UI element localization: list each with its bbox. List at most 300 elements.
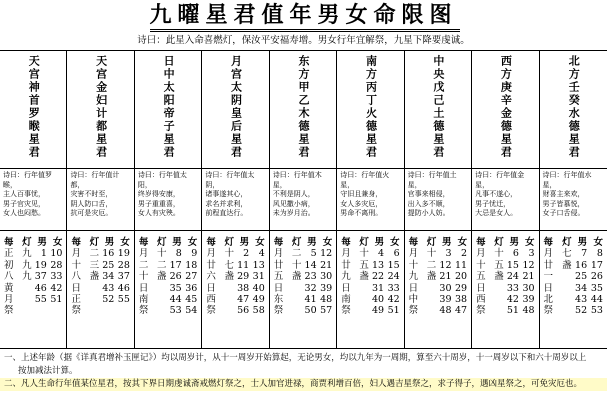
age-cell: 十 [476,259,486,271]
age-row [4,283,62,294]
star-poem: 诗曰：行年值金星， 凡事不遂心， 男子忧迁， 大忌是女人。 [475,171,525,217]
age-row [4,305,62,316]
age-table [0,235,66,345]
age-row [409,305,467,316]
age-cell: 31 [371,282,385,294]
age-cell: 女 [120,237,130,248]
age-cell: 21 [522,271,535,283]
age-cell: 西 [206,294,216,306]
age-cell: 盏 [494,271,504,283]
star-name-cell [67,51,133,169]
star-poem: 诗曰：行年值土星， 官事来相侵， 出入多不顺， 提防小人妨。 [407,171,457,217]
age-row [139,248,197,259]
age-cell: 日 [71,282,81,294]
age-cell: 月 [341,248,351,260]
age-cell: 女 [457,237,468,248]
age-cell: 西 [476,294,486,306]
star-poem-cell [270,169,336,231]
age-header-row [71,237,129,248]
age-row [139,271,197,282]
age-cell: 37 [117,271,130,283]
age-cell: 男 [307,237,317,248]
age-cell: 五 [359,259,369,271]
age-row [139,305,197,316]
star-column [135,51,202,348]
age-cell: 十 [138,271,149,283]
age-row [139,260,197,271]
age-cell: 正 [71,294,81,306]
age-row [341,305,399,316]
age-row [274,248,332,259]
age-row [341,271,399,282]
age-cell: 4 [258,248,265,260]
star-poem: 诗曰：行年值计都， 灾害不时至， 阴人防口舌， 抗可是灾厄。 [70,171,120,217]
age-row [71,248,129,259]
age-cell: 31 [252,271,265,283]
star-column [337,51,404,348]
age-cell: 7 [581,248,588,260]
star-name: 日中太阳帝子星君 [162,55,176,159]
age-table [405,235,471,345]
star-poem: 诗曰：行年值火星， 守旧且兼身， 女人多灾厄， 男命不离刑。 [340,171,390,217]
age-cell: 十 [291,259,302,271]
star-name: 东方甲乙木德星君 [296,55,310,159]
age-cell [156,283,167,294]
age-cell: 11 [237,259,250,271]
age-row [4,248,62,259]
age-cell: 日 [476,282,486,294]
age-row [206,248,264,259]
age-row [71,260,129,271]
star-poem-cell [0,169,66,231]
age-header-row [409,237,467,248]
page-title: 九曜星君值年男女命限图 [149,2,458,28]
age-row [274,294,332,305]
age-cell: 12 [522,259,535,271]
age-table [270,235,336,345]
age-row [409,283,467,294]
age-cell: 33 [50,271,63,283]
age-cell: 12 [320,248,333,260]
age-row [544,260,603,271]
age-cell: 49 [371,305,385,317]
age-cell: 祭 [476,305,486,317]
age-cell: 每 [341,237,351,248]
age-cell: 48 [320,294,333,306]
age-cell [156,305,167,316]
age-cell: 55 [34,294,47,306]
age-cell: 3 [445,248,452,260]
age-cell: 盏 [291,271,302,283]
age-cell: 廿 [341,259,351,271]
age-cell: 盏 [359,271,369,283]
age-cell: 53 [590,305,603,317]
age-cell: 每 [408,237,419,248]
age-cell: 祭 [4,305,14,317]
age-cell: 祭 [273,305,284,317]
age-cell: 灯 [224,237,234,248]
age-cell: 58 [252,305,265,317]
age-row [71,294,129,305]
age-cell: 17 [169,259,182,271]
age-cell: 8 [175,248,182,260]
age-cell: 14 [304,259,317,271]
age-row [274,260,332,271]
age-cell: 27 [185,271,198,283]
age-cell: 34 [575,282,588,294]
age-row [476,248,534,259]
age-cell [561,283,572,294]
star-poem: 诗曰：行年值木星， 不利是阴人， 风见撒小病， 未为岁月治。 [272,171,322,217]
age-cell: 七 [224,259,234,271]
age-cell: 52 [575,305,588,317]
age-cell: 34 [102,271,115,283]
age-row [206,271,264,282]
age-cell [359,305,370,316]
age-cell [561,271,572,282]
star-column [405,51,472,348]
age-cell: 51 [50,294,63,306]
age-row [476,260,534,271]
age-cell: 北 [543,294,554,306]
age-cell: 44 [590,294,603,306]
age-header-row [341,237,399,248]
age-cell: 21 [439,271,452,283]
age-cell: 男 [374,237,385,248]
age-cell: 29 [237,271,250,283]
age-row [71,283,129,294]
age-cell: 30 [522,282,535,294]
star-name: 月宫太阴皇后星君 [229,55,243,159]
age-cell: 二 [157,259,167,271]
age-cell: 女 [593,237,603,248]
age-cell: 东 [273,294,284,306]
star-poem-cell [135,169,201,231]
age-cell: 38 [237,282,250,294]
age-cell: 25 [102,259,115,271]
star-poem-cell [202,169,268,231]
age-cell: 51 [506,305,519,317]
age-cell: 1 [40,248,47,260]
age-cell: 46 [34,282,47,294]
age-cell [89,305,100,316]
star-poem: 诗曰：行年值太阴， 诸事遂其心， 求名并求利， 前程直达行。 [205,171,255,217]
star-name-cell [540,51,607,169]
age-cell: 每 [4,237,14,248]
age-cell: 男 [577,237,588,248]
age-cell: 30 [439,282,452,294]
age-cell: 祭 [138,305,149,317]
age-cell: 10 [50,248,63,260]
star-column [472,51,539,348]
age-row [476,271,534,282]
age-cell: 日 [341,282,351,294]
age-cell: 每 [476,237,486,248]
age-cell: 每 [273,237,284,248]
age-cell: 43 [102,282,115,294]
age-cell: 20 [455,271,468,283]
age-header-row [544,237,603,248]
age-header-row [206,237,264,248]
age-cell: 54 [185,305,198,317]
age-cell: 45 [185,294,198,306]
age-cell: 43 [575,294,588,306]
age-cell: 39 [439,294,452,306]
age-cell: 十 [224,248,234,260]
age-cell: 26 [169,271,182,283]
age-cell [47,305,63,316]
star-column [202,51,269,348]
age-cell: 女 [187,237,198,248]
star-poem-cell [405,169,471,231]
age-cell: 男 [239,237,250,248]
age-cell: 42 [50,282,63,294]
age-row [274,305,332,316]
age-cell: 九 [22,271,32,283]
star-name-cell [0,51,66,169]
age-cell: 每 [138,237,149,248]
age-cell: 57 [320,305,333,317]
note-1: 一、上述年龄（据《详真君增补玉匣记》）均以周岁计，从十一周岁开始算起，无论男女，均以九年为一周期，算至六十周岁，十一周岁以下和六十周岁以上 [4,353,587,363]
star-poem-cell [540,169,607,231]
age-cell [224,283,235,294]
age-cell [426,294,437,305]
age-cell: 五 [273,271,284,283]
age-cell: 九 [408,271,419,283]
age-cell [561,294,572,305]
age-cell [22,294,33,305]
star-poem-cell [472,169,538,231]
age-cell: 22 [371,271,385,283]
age-cell: 每 [71,237,81,248]
age-row [206,283,264,294]
age-cell: 41 [304,294,317,306]
age-cell: 39 [320,282,333,294]
age-cell: 月 [543,248,554,260]
age-row [274,271,332,282]
age-cell: 月 [476,248,486,260]
age-cell: 日 [138,282,149,294]
star-name-cell [270,51,336,169]
age-cell: 盏 [89,271,100,283]
age-row [544,271,603,282]
age-row [544,294,603,305]
age-cell: 祭 [408,305,419,317]
age-row [206,305,264,316]
age-cell: 37 [34,271,47,283]
age-cell: 一 [543,271,554,283]
age-cell: 35 [169,282,182,294]
age-cell: 八 [71,271,81,283]
star-name: 南方丙丁火德星君 [364,55,378,159]
age-cell: 祭 [71,305,81,317]
age-row [544,248,603,259]
age-cell: 25 [575,271,588,283]
age-cell: 月 [273,248,284,260]
star-poem: 诗曰：行年值太阳， 终岁得安康， 男子重重喜， 女人有灾殃。 [137,171,187,217]
age-cell: 12 [439,259,452,271]
age-cell: 8 [596,248,603,260]
age-table [135,235,201,345]
age-cell: 51 [387,305,400,317]
age-cell: 40 [371,294,385,306]
age-cell [22,283,33,294]
age-cell: 月 [138,248,149,260]
age-cell: 42 [506,294,519,306]
age-header-row [476,237,534,248]
star-name-cell [337,51,403,169]
age-cell [89,294,100,305]
age-cell [426,305,437,316]
age-cell: 33 [506,282,519,294]
star-name: 北方壬癸水德星君 [567,55,581,159]
age-cell: 月 [4,294,14,306]
star-column [0,51,67,348]
star-name: 天宫神首罗睺星君 [27,55,41,159]
age-cell: 每 [543,237,554,248]
age-cell: 男 [104,237,115,248]
age-cell: 九 [22,248,32,260]
age-cell: 十 [71,259,81,271]
age-cell: 24 [387,271,400,283]
age-cell: 32 [304,282,317,294]
age-cell: 55 [117,294,130,306]
age-cell: 每 [206,237,216,248]
age-row [139,283,197,294]
age-row [476,294,534,305]
age-cell: 灯 [426,237,437,248]
age-cell: 祭 [543,305,554,317]
age-cell: 6 [512,248,519,260]
age-cell: 六 [206,271,216,283]
age-row [71,271,129,282]
age-row [4,294,62,305]
age-cell: 月 [206,248,216,260]
age-cell: 23 [304,271,317,283]
age-cell: 男 [172,237,182,248]
star-name: 中央戊己土德星君 [431,55,445,159]
age-row [341,260,399,271]
star-poem: 诗曰：行年值罗睺， 主人百事忧， 男子官灾见， 女人也闷愁。 [3,171,52,217]
star-name: 天宫金妇计都星君 [94,55,108,159]
title-underline [150,29,460,30]
age-cell: 十 [157,248,167,260]
age-table [472,235,538,345]
age-cell: 十 [359,248,369,260]
age-cell: 女 [390,237,400,248]
age-row [341,248,399,259]
age-cell: 女 [255,237,265,248]
age-cell: 月 [408,248,419,260]
star-name-cell [405,51,471,169]
age-cell: 女 [52,237,63,248]
age-cell: 十 [494,248,504,260]
age-cell: 50 [304,305,317,317]
age-cell: 19 [34,259,47,271]
age-cell: 灯 [89,237,100,248]
age-row [409,248,467,259]
age-cell: 15 [506,259,519,271]
age-table [540,235,607,345]
age-row [409,260,467,271]
age-cell [32,305,47,316]
age-cell: 男 [37,237,47,248]
star-column [67,51,134,348]
age-cell: 28 [50,259,63,271]
star-name: 西方庚辛金德星君 [499,55,513,159]
age-cell: 盏 [426,271,437,283]
age-row [4,271,62,282]
age-cell: 灯 [494,237,504,248]
age-row [341,283,399,294]
age-cell [291,283,302,294]
age-row [274,283,332,294]
age-cell: 南 [341,294,351,306]
age-row [476,305,534,316]
age-cell [359,294,370,305]
age-cell: 南 [138,294,149,306]
age-header-row [274,237,332,248]
age-cell: 二 [291,248,302,260]
age-cell: 16 [102,248,115,260]
age-row [544,305,603,316]
age-cell: 男 [442,237,452,248]
age-cell [291,305,302,316]
star-column [270,51,337,348]
age-cell: 2 [461,248,468,260]
age-table [67,235,133,345]
age-cell: 28 [117,259,130,271]
age-cell: 47 [455,305,468,317]
age-cell [224,294,235,305]
age-row [139,294,197,305]
star-poem-cell [67,169,133,231]
age-cell: 日 [408,282,419,294]
age-cell [359,283,370,294]
age-row [341,294,399,305]
age-cell: 五 [494,259,504,271]
age-row [544,283,603,294]
age-cell [561,305,572,316]
age-cell: 正 [4,248,14,260]
age-cell: 39 [522,294,535,306]
age-cell: 廿 [543,259,554,271]
age-cell: 初 [4,259,14,271]
age-cell: 月 [71,248,81,260]
title-underline-2 [150,31,460,32]
age-row [409,294,467,305]
age-row [476,283,534,294]
age-cell: 祭 [341,305,351,317]
age-cell: 日 [273,282,284,294]
age-cell: 灯 [291,237,302,248]
age-cell [494,305,505,316]
age-cell [114,305,130,316]
age-cell: 十 [426,248,437,260]
age-cell [89,283,100,294]
star-name-cell [135,51,201,169]
age-cell: 6 [393,248,400,260]
age-cell: 48 [439,305,452,317]
age-cell [494,283,505,294]
age-cell: 2 [243,248,250,260]
age-cell: 44 [169,294,182,306]
star-column [540,51,607,348]
age-table [337,235,403,345]
age-row [206,260,264,271]
age-cell: 十 [408,259,419,271]
age-row [71,305,129,316]
